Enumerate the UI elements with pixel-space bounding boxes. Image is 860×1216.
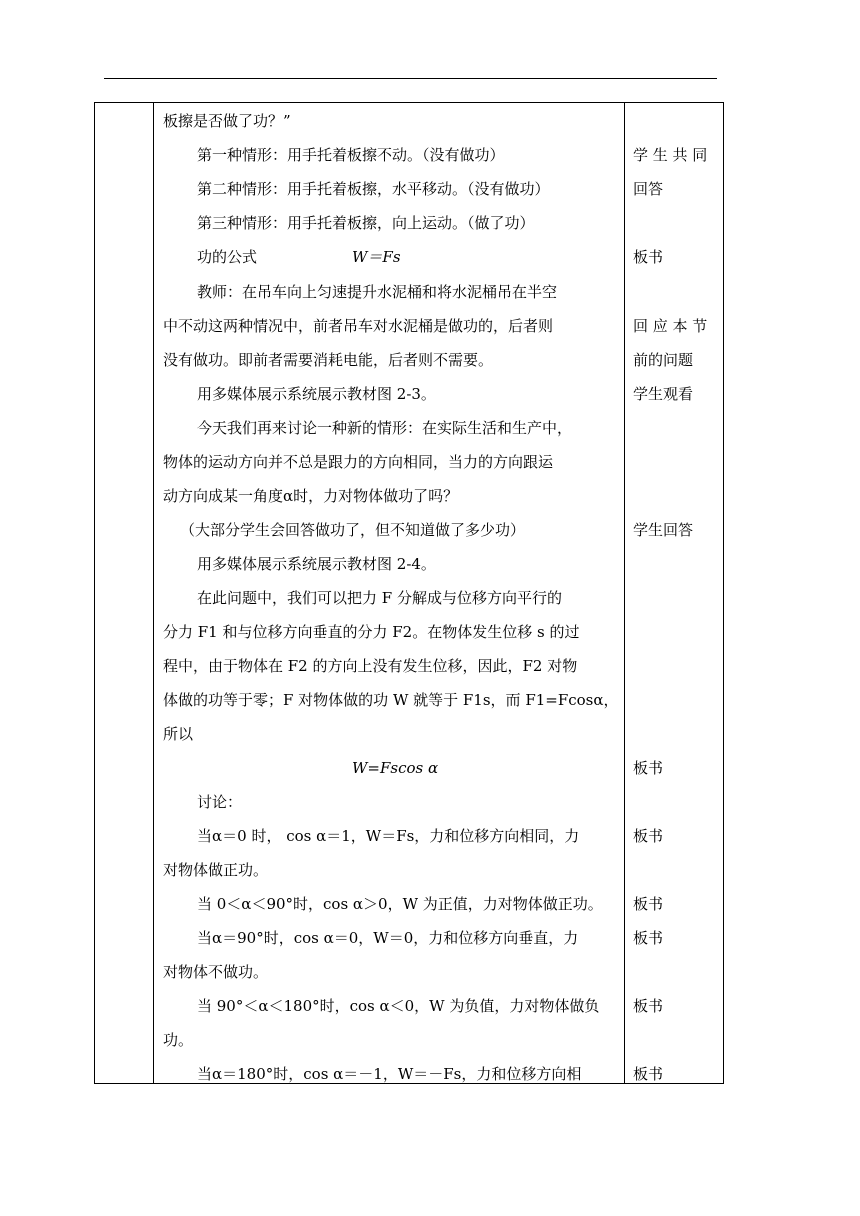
text-line: 当 0＜α＜90°时，cos α＞0，W 为正值，力对物体做正功。 (197, 895, 603, 913)
text-line: 所以 (163, 725, 194, 743)
text-line: 第二种情形：用手托着板擦，水平移动。（没有做功） (197, 180, 550, 198)
text-line: 体做的功等于零；F 对物体做的功 W 就等于 F1s，而 F1=Fcosα， (163, 691, 619, 709)
text-line: 物体的运动方向并不总是跟力的方向相同，当力的方向跟运 (163, 453, 554, 471)
text-line: 对物体做正功。 (163, 861, 269, 879)
text-line: 当α＝0 时， cos α＝1，W＝Fs，力和位移方向相同，力 (197, 827, 580, 845)
text-line: 第三种情形：用手托着板擦，向上运动。（做了功） (197, 214, 535, 232)
text-line: 功的公式 (197, 248, 258, 266)
formula: W＝Fs (352, 248, 401, 266)
text-line: 程中，由于物体在 F2 的方向上没有发生位移，因此，F2 对物 (163, 657, 578, 675)
text-line: 教师：在吊车向上匀速提升水泥桶和将水泥桶吊在半空 (197, 283, 558, 301)
text-line: （大部分学生会回答做功了，但不知道做了多少功） (180, 521, 526, 539)
text-line: 讨论： (197, 793, 243, 811)
text-line: 用多媒体展示系统展示教材图 2-3。 (197, 385, 436, 403)
note: 回 应 本 节 (633, 317, 708, 335)
text-line: 动方向成某一角度α时，力对物体做功了吗？ (163, 487, 459, 505)
text-line: 在此问题中，我们可以把力 F 分解成与位移方向平行的 (197, 589, 562, 607)
text-line: 没有做功。即前者需要消耗电能，后者则不需要。 (163, 351, 494, 369)
column-divider-2 (624, 102, 625, 1084)
text-line: 第一种情形：用手托着板擦不动。（没有做功） (197, 146, 505, 164)
formula: W=Fscos α (352, 759, 439, 777)
text-line: 用多媒体展示系统展示教材图 2-4。 (197, 555, 436, 573)
note: 板书 (633, 895, 664, 913)
note: 板书 (633, 997, 664, 1015)
text-line: 功。 (163, 1031, 194, 1049)
note: 板书 (633, 1065, 664, 1083)
text-line: 今天我们再来讨论一种新的情形：在实际生活和生产中， (197, 419, 573, 437)
note: 板书 (633, 929, 664, 947)
note: 学生回答 (633, 521, 694, 539)
text-line: 对物体不做功。 (163, 963, 269, 981)
text-line: 当 90°＜α＜180°时，cos α＜0，W 为负值，力对物体做负 (197, 997, 600, 1015)
note: 回答 (633, 180, 664, 198)
text-line: 板擦是否做了功？” (163, 112, 291, 130)
note: 前的问题 (633, 351, 694, 369)
note: 学 生 共 同 (633, 146, 708, 164)
text-line: 当α＝180°时，cos α＝－1，W＝－Fs，力和位移方向相 (197, 1065, 582, 1083)
note: 板书 (633, 759, 664, 777)
note: 板书 (633, 248, 664, 266)
text-line: 当α＝90°时，cos α＝0，W＝0，力和位移方向垂直，力 (197, 929, 579, 947)
text-line: 分力 F1 和与位移方向垂直的分力 F2。在物体发生位移 s 的过 (163, 623, 580, 641)
note: 学生观看 (633, 385, 694, 403)
column-divider-1 (153, 102, 154, 1084)
header-rule (104, 78, 717, 79)
note: 板书 (633, 827, 664, 845)
text-line: 中不动这两种情况中，前者吊车对水泥桶是做功的，后者则 (163, 317, 554, 335)
